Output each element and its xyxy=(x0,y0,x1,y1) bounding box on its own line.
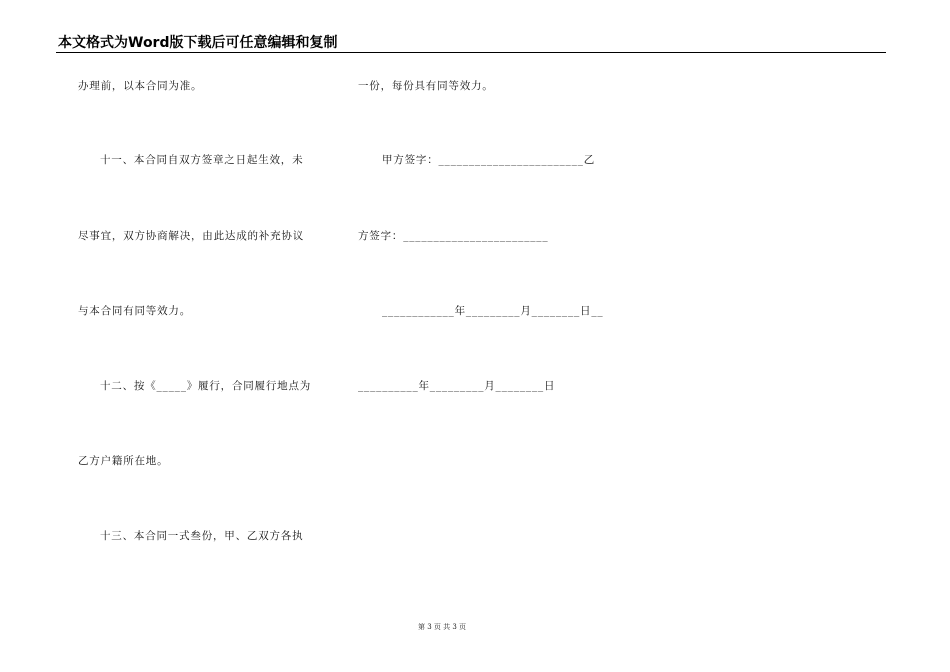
page-number-footer: 第 3 页 共 3 页 xyxy=(417,623,467,631)
document-header-title: 本文格式为Word版下载后可任意编辑和复制 xyxy=(58,35,338,51)
party-b-signature-line: 方签字：________________________ xyxy=(358,230,549,242)
left-line-3: 尽事宜，双方协商解决，由此达成的补充协议 xyxy=(78,230,304,242)
left-line-1: 办理前，以本合同为准。 xyxy=(78,80,203,92)
date-line-1: ____________年_________月________日__ xyxy=(382,305,604,317)
left-line-4: 与本合同有同等效力。 xyxy=(78,305,191,317)
left-line-2: 十一、本合同自双方签章之日起生效，未 xyxy=(100,154,304,166)
right-line-1: 一份，每份具有同等效力。 xyxy=(358,80,494,92)
left-line-6: 乙方户籍所在地。 xyxy=(78,455,169,467)
left-line-7: 十三、本合同一式叁份，甲、乙双方各执 xyxy=(100,530,304,542)
date-line-2: __________年_________月________日 xyxy=(358,380,556,392)
left-line-5: 十二、按《_____》履行，合同履行地点为 xyxy=(100,380,312,392)
header-divider xyxy=(56,52,886,53)
party-a-signature-line: 甲方签字：________________________乙 xyxy=(382,154,595,166)
